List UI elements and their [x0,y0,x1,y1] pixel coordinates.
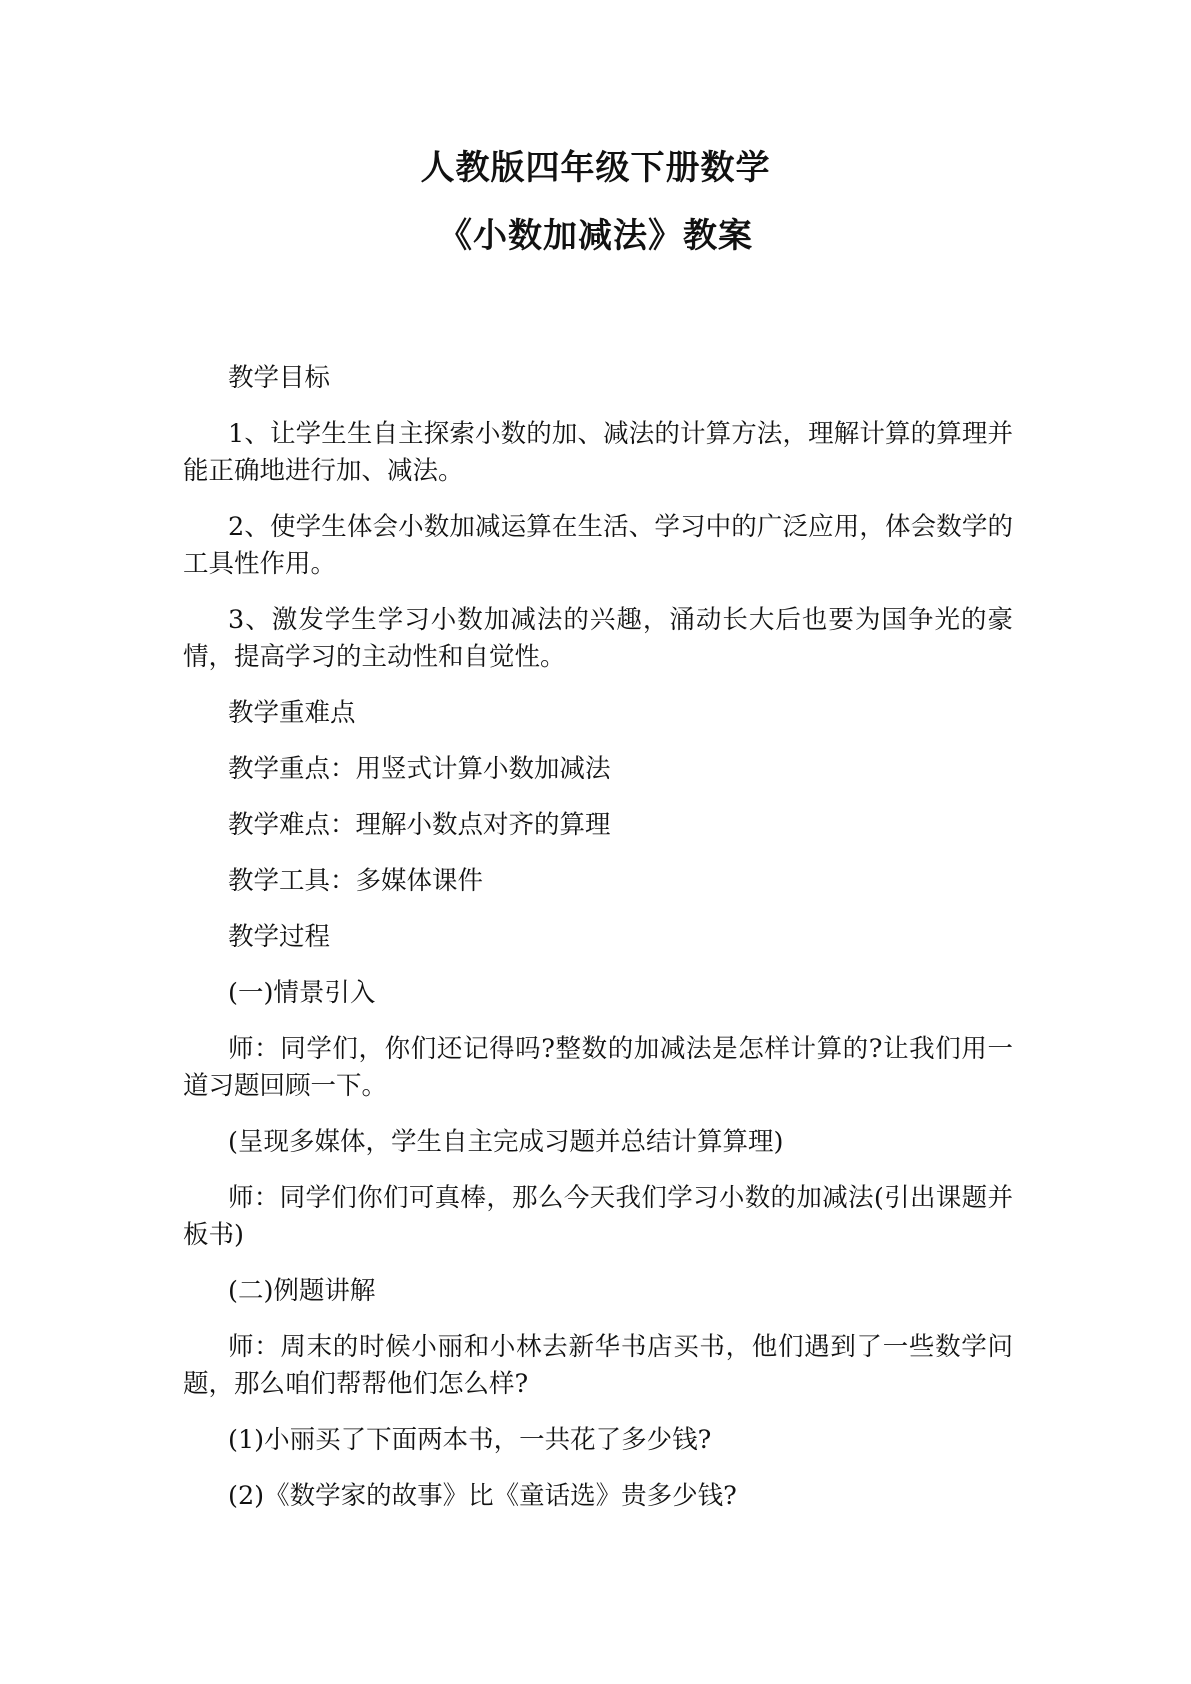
objective-3: 3、激发学生学习小数加减法的兴趣，涌动长大后也要为国争光的豪情，提高学习的主动性和自觉性。 [183,605,1013,672]
subsection-examples: (二)例题讲解 [228,1276,376,1306]
document-body [183,360,1013,1534]
subsection-intro: (一)情景引入 [228,978,376,1008]
teacher-line-3: 师：周末的时候小丽和小林去新华书店买书，他们遇到了一些数学问题，那么咱们帮帮他们怎么样? [183,1332,1013,1399]
teacher-line-2: 师：同学们你们可真棒，那么今天我们学习小数的加减法(引出课题并板书) [183,1183,1013,1250]
objective-2: 2、使学生体会小数加减运算在生活、学习中的广泛应用，体会数学的工具性作用。 [183,512,1013,579]
document-title: 人教版四年级下册数学 [420,148,771,188]
key-point: 教学重点：用竖式计算小数加减法 [228,754,611,784]
document-subtitle: 《小数加减法》教案 [438,216,753,256]
difficult-point: 教学难点：理解小数点对齐的算理 [228,810,611,840]
activity-note: (呈现多媒体，学生自主完成习题并总结计算算理) [228,1127,784,1157]
objective-1: 1、让学生生自主探索小数的加、减法的计算方法，理解计算的算理并能正确地进行加、减法。 [183,419,1013,486]
section-heading-objectives: 教学目标 [228,363,331,393]
teaching-tools: 教学工具：多媒体课件 [228,866,484,896]
question-2: (2)《数学家的故事》比《童话选》贵多少钱? [228,1481,737,1511]
question-1: (1)小丽买了下面两本书，一共花了多少钱? [228,1425,712,1455]
teacher-line-1: 师：同学们，你们还记得吗?整数的加减法是怎样计算的?让我们用一道习题回顾一下。 [183,1034,1013,1101]
section-heading-process: 教学过程 [228,922,331,952]
section-heading-key-points: 教学重难点 [228,698,356,728]
